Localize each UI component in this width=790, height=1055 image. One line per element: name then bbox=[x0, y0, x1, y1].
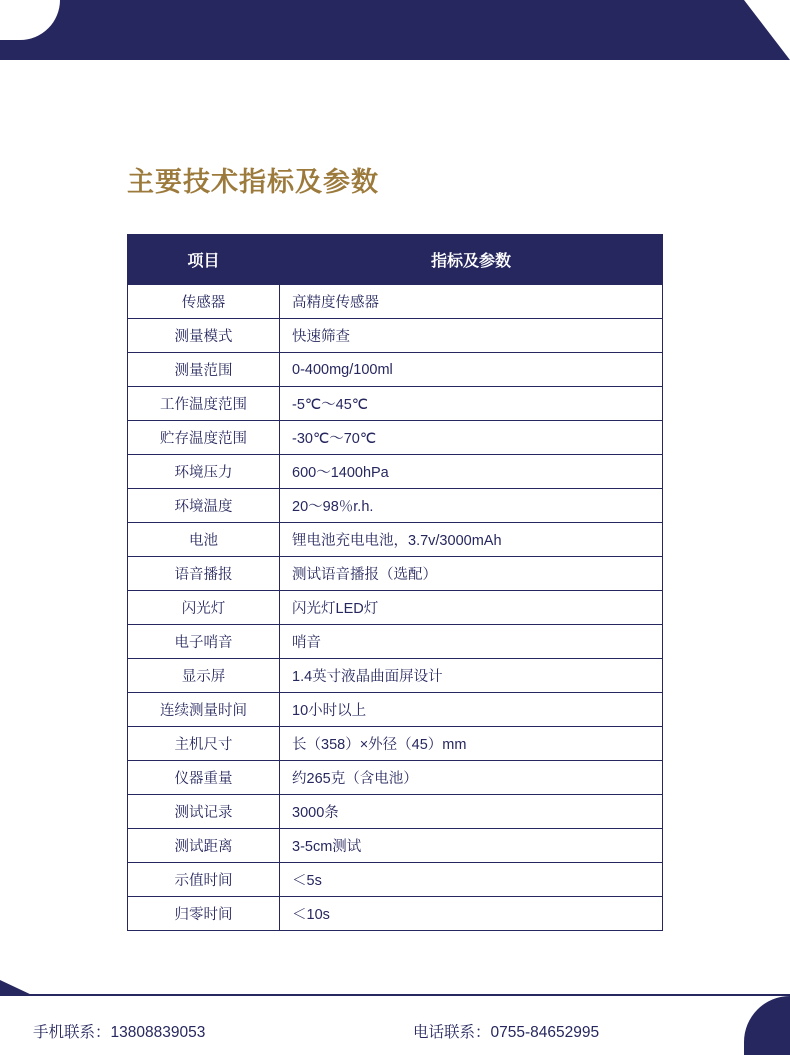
spec-table bbox=[127, 234, 663, 931]
table-row bbox=[128, 421, 663, 455]
spec-value-cell: 1.4英寸液晶曲面屏设计 bbox=[280, 659, 663, 693]
spec-label-cell: 测试记录 bbox=[128, 795, 280, 829]
spec-value-cell: -5℃～45℃ bbox=[280, 387, 663, 421]
spec-value-cell: 约265克（含电池） bbox=[280, 761, 663, 795]
footer-mobile-contact: 手机联系：13808839053 bbox=[33, 1024, 206, 1041]
spec-label-cell: 仪器重量 bbox=[128, 761, 280, 795]
table-row bbox=[128, 897, 663, 931]
spec-value-cell: 测试语音播报（选配） bbox=[280, 557, 663, 591]
spec-label-cell: 闪光灯 bbox=[128, 591, 280, 625]
spec-value-cell: 快速筛查 bbox=[280, 319, 663, 353]
header-banner-notch bbox=[0, 0, 60, 40]
spec-value-cell: 0-400mg/100ml bbox=[280, 353, 663, 387]
table-row bbox=[128, 863, 663, 897]
table-row bbox=[128, 557, 663, 591]
table-row bbox=[128, 523, 663, 557]
table-row bbox=[128, 353, 663, 387]
spec-label-cell: 连续测量时间 bbox=[128, 693, 280, 727]
spec-label-cell: 贮存温度范围 bbox=[128, 421, 280, 455]
page-title: 主要技术指标及参数 bbox=[127, 167, 379, 197]
spec-label-cell: 测量模式 bbox=[128, 319, 280, 353]
table-row bbox=[128, 319, 663, 353]
table-row bbox=[128, 625, 663, 659]
spec-label-cell: 示值时间 bbox=[128, 863, 280, 897]
table-row bbox=[128, 829, 663, 863]
spec-label-cell: 环境温度 bbox=[128, 489, 280, 523]
table-header-row bbox=[128, 235, 663, 285]
table-row bbox=[128, 285, 663, 319]
spec-value-cell: 锂电池充电电池，3.7v/3000mAh bbox=[280, 523, 663, 557]
spec-label-cell: 测试距离 bbox=[128, 829, 280, 863]
spec-label-cell: 归零时间 bbox=[128, 897, 280, 931]
table-row bbox=[128, 659, 663, 693]
spec-value-cell: 闪光灯LED灯 bbox=[280, 591, 663, 625]
header-banner bbox=[0, 0, 790, 60]
spec-value-cell: 哨音 bbox=[280, 625, 663, 659]
spec-label-cell: 环境压力 bbox=[128, 455, 280, 489]
table-row bbox=[128, 591, 663, 625]
spec-value-cell: 10小时以上 bbox=[280, 693, 663, 727]
spec-value-cell: 3000条 bbox=[280, 795, 663, 829]
spec-label-cell: 工作温度范围 bbox=[128, 387, 280, 421]
spec-label-cell: 测量范围 bbox=[128, 353, 280, 387]
spec-label-cell: 主机尺寸 bbox=[128, 727, 280, 761]
spec-value-cell: 高精度传感器 bbox=[280, 285, 663, 319]
table-row bbox=[128, 455, 663, 489]
spec-label-cell: 电子哨音 bbox=[128, 625, 280, 659]
spec-value-cell: -30℃～70℃ bbox=[280, 421, 663, 455]
footer-phone-contact: 电话联系：0755-84652995 bbox=[413, 1024, 600, 1041]
table-row bbox=[128, 761, 663, 795]
table-row bbox=[128, 489, 663, 523]
column-header-item: 项目 bbox=[128, 235, 280, 285]
table-row bbox=[128, 693, 663, 727]
header-banner-slant bbox=[744, 0, 790, 60]
spec-value-cell: ＜5s bbox=[280, 863, 663, 897]
spec-value-cell: 长（358）×外径（45）mm bbox=[280, 727, 663, 761]
spec-table-container bbox=[127, 234, 662, 931]
spec-table-body bbox=[128, 285, 663, 931]
table-row bbox=[128, 795, 663, 829]
table-row bbox=[128, 727, 663, 761]
footer-corner-slant bbox=[0, 980, 34, 996]
spec-value-cell: 600～1400hPa bbox=[280, 455, 663, 489]
spec-value-cell: ＜10s bbox=[280, 897, 663, 931]
spec-label-cell: 电池 bbox=[128, 523, 280, 557]
column-header-spec: 指标及参数 bbox=[280, 235, 663, 285]
spec-label-cell: 显示屏 bbox=[128, 659, 280, 693]
spec-table-head bbox=[128, 235, 663, 285]
table-row bbox=[128, 387, 663, 421]
spec-value-cell: 3-5cm测试 bbox=[280, 829, 663, 863]
spec-value-cell: 20～98％r.h. bbox=[280, 489, 663, 523]
spec-label-cell: 语音播报 bbox=[128, 557, 280, 591]
spec-label-cell: 传感器 bbox=[128, 285, 280, 319]
